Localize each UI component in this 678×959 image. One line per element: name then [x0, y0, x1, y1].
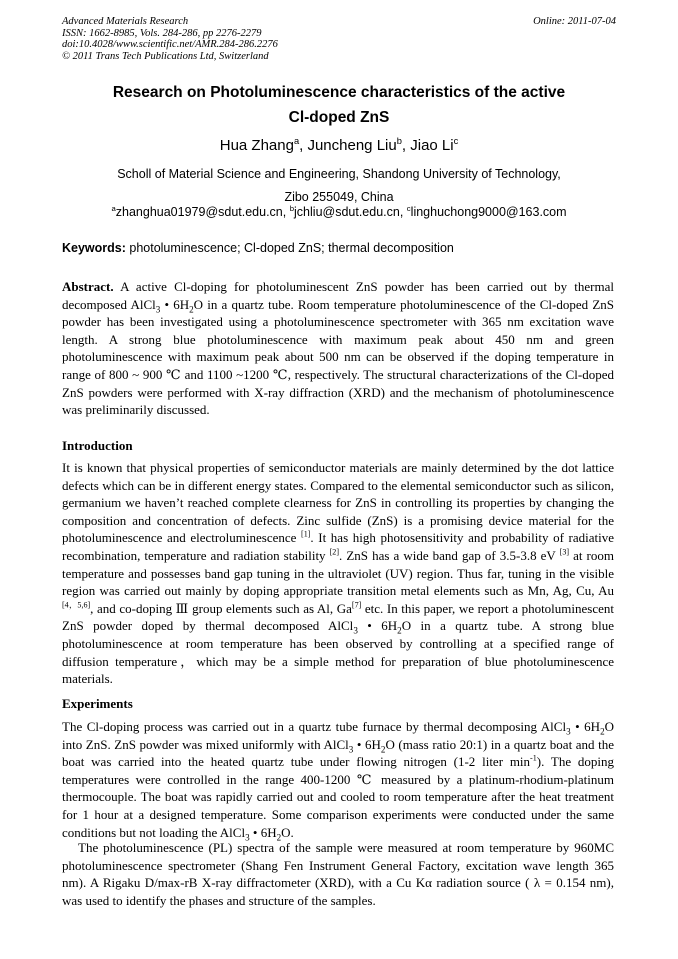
- body-text: • 6H: [357, 618, 398, 634]
- title-line-1: Research on Photoluminescence characteristics of the active: [112, 84, 566, 101]
- keywords: [62, 241, 622, 255]
- author-name: Hua Zhang: [219, 137, 294, 154]
- affiliation-line-2: Zibo 255049, China: [284, 190, 394, 204]
- author-mark: c: [453, 136, 459, 146]
- body-text: O.: [281, 824, 294, 840]
- body-text: etc. In this paper, we report a photoluminescent ZnS powder doped by thermal decomposed AlCl: [62, 600, 614, 634]
- body-text: • 6H: [249, 824, 277, 840]
- keywords-label: Keywords:: [62, 241, 126, 255]
- body-text: • 6H: [570, 719, 601, 734]
- body-text: , and co-doping Ⅲ group elements such as Al, Ga: [90, 600, 352, 616]
- author-list: Hua Zhang$^a$, Juncheng Liu$^b$, Jiao Li$^c$: [219, 136, 459, 154]
- title-line-2: Cl-doped ZnS: [288, 109, 390, 126]
- email-mark: a: [111, 203, 116, 213]
- body-text: . ZnS has a wide band gap of 3.5-3.8 eV: [339, 547, 560, 563]
- doi-line: doi:10.4028/www.scientific.net/AMR.284-286.2276: [62, 39, 278, 50]
- subscript: 3: [245, 832, 250, 843]
- subscript: 3: [353, 625, 358, 636]
- author-mark: a: [293, 136, 300, 146]
- body-text: The Cl-doping process was carried out in a quartz tube furnace by thermal decomposing AlCl: [62, 719, 567, 734]
- body-text: ). The doping temperatures were controlled in the range 400-1200 ℃ measured by a platinum-rhodium-platinum thermocouple. The boat was rapidly carried out and cooled to room temperature after the heat treatment for 1 hour at a designed temperature. Some comparison experiments were conducted under the same conditions but not loading the AlCl: [62, 754, 615, 840]
- journal-name: Advanced Materials Research: [62, 16, 189, 27]
- body-text: at room temperature and possesses band gap tuning in the ultraviolet (UV) region. Thus far, tuning in the visible region was carried out mainly by doping appropriate transition metal elements such as Mn, Ag, Cu, Au: [62, 547, 614, 599]
- subscript: 3: [566, 726, 571, 737]
- email-list: $^a$zhanghua01979@sdut.edu.cn, $^b$jchliu@sdut.edu.cn, $^c$linghuchong9000@163.com: [111, 203, 567, 219]
- online-date: Online: 2011-07-04: [533, 16, 616, 27]
- subscript: 2: [189, 304, 194, 315]
- citation-ref: [3]: [559, 547, 570, 557]
- subscript: 2: [380, 744, 386, 755]
- citation-ref: [2]: [329, 547, 340, 557]
- experiments-paragraph-2: The photoluminescence (PL) spectra of the sample were measured at room temperature by 960MC photoluminescence spectrometer (Shang Fen Instrument General Factory, excitation wave length 365 nm). A Rigaku D/max-rB X-ray diffractometer (XRD), with a Cu Kα radiation source ( λ = 0.154 nm), was used to identify the phases and structure of the samples.: [62, 840, 614, 908]
- affiliation-line-1: Scholl of Material Science and Engineering, Shandong University of Technology,: [117, 167, 561, 181]
- body-text: . It has high photosensitivity and probability of radiative recombination, temperature and radiation stability: [62, 530, 615, 563]
- subscript: 2: [600, 726, 605, 737]
- abstract-text: • 6H: [160, 296, 190, 312]
- experiments-heading: Experiments: [62, 696, 133, 711]
- abstract-text: O in a quartz tube. Room temperature photoluminescence of the Cl-doped ZnS powder has been investigated using a photoluminescence spectrometer with 365 nm excitation wave length. A strong blue photoluminescence with maximum peak about 450 nm and green photoluminescence with maximum peak about 500 nm can be observed if the doping temperature in range of 800 ~ 900 ℃ and 1100 ~1200 ℃, respectively. The structural characterizations of the Cl-doped ZnS powders were performed with X-ray diffraction (XRD) and the mechanism of photoluminescence was preliminarily discussed.: [62, 296, 615, 418]
- abstract: [62, 278, 614, 419]
- body-text: • 6H: [353, 736, 381, 752]
- keywords-text: photoluminescence; Cl-doped ZnS; thermal decomposition: [125, 241, 454, 255]
- email-mark: b: [289, 203, 295, 213]
- email-mark: c: [406, 203, 411, 213]
- author-mark: b: [396, 136, 402, 146]
- introduction-heading: Introduction: [62, 438, 133, 453]
- email-address: zhanghua01979@sdut.edu.cn: [115, 205, 283, 219]
- introduction-paragraph: [62, 459, 614, 688]
- body-text: O in a quartz tube. A strong blue photoluminescence at room temperature has been observed by controlling at a specified range of diffusion temperature，which may be a simple method for preparation of blue photoluminescence materials.: [62, 618, 614, 687]
- body-text: It is known that physical properties of semiconductor materials are mainly determined by the dot lattice defects which can be in different energy states. Compared to the elemental semiconductor such as silicon, germanium we haven’t reached complete clearness for ZnS in controlling its properties by changing the composition and concentration of defects. Zinc sulfide (ZnS) is a promising device material for the photoluminescence and electroluminescence: [62, 460, 614, 546]
- abstract-text: A active Cl-doping for photoluminescent ZnS powder has been carried out by thermal decomposed AlCl: [62, 279, 614, 312]
- email-address: linghuchong9000@163.com: [410, 205, 567, 219]
- citation-ref: [7]: [351, 600, 362, 610]
- citation-ref: [4，5,6]: [62, 600, 91, 610]
- body-text: O (mass ratio 20:1) in a quartz boat and the boat was carried into the heated quartz tube under flowing nitrogen (1-2 liter min: [62, 736, 614, 770]
- experiments-paragraph-1: [62, 718, 614, 841]
- paper-title: [62, 80, 616, 130]
- subscript: 2: [276, 832, 282, 843]
- superscript: -1: [530, 753, 537, 763]
- author-name: Jiao Li: [410, 137, 454, 154]
- affiliation: [62, 163, 616, 209]
- subscript: 3: [348, 744, 354, 755]
- running-header: [62, 16, 616, 62]
- issn-line: ISSN: 1662-8985, Vols. 284-286, pp 2276-2279: [62, 27, 262, 39]
- body-text: O into ZnS. ZnS powder was mixed uniformly with AlCl: [62, 719, 614, 752]
- author-name: Juncheng Liu: [307, 137, 397, 154]
- abstract-label: Abstract.: [62, 279, 114, 294]
- copyright-line: © 2011 Trans Tech Publications Ltd, Switzerland: [62, 50, 269, 62]
- citation-ref: [1]: [301, 530, 311, 540]
- subscript: 3: [155, 304, 161, 315]
- subscript: 2: [397, 625, 402, 636]
- email-address: jchliu@sdut.edu.cn: [294, 205, 400, 219]
